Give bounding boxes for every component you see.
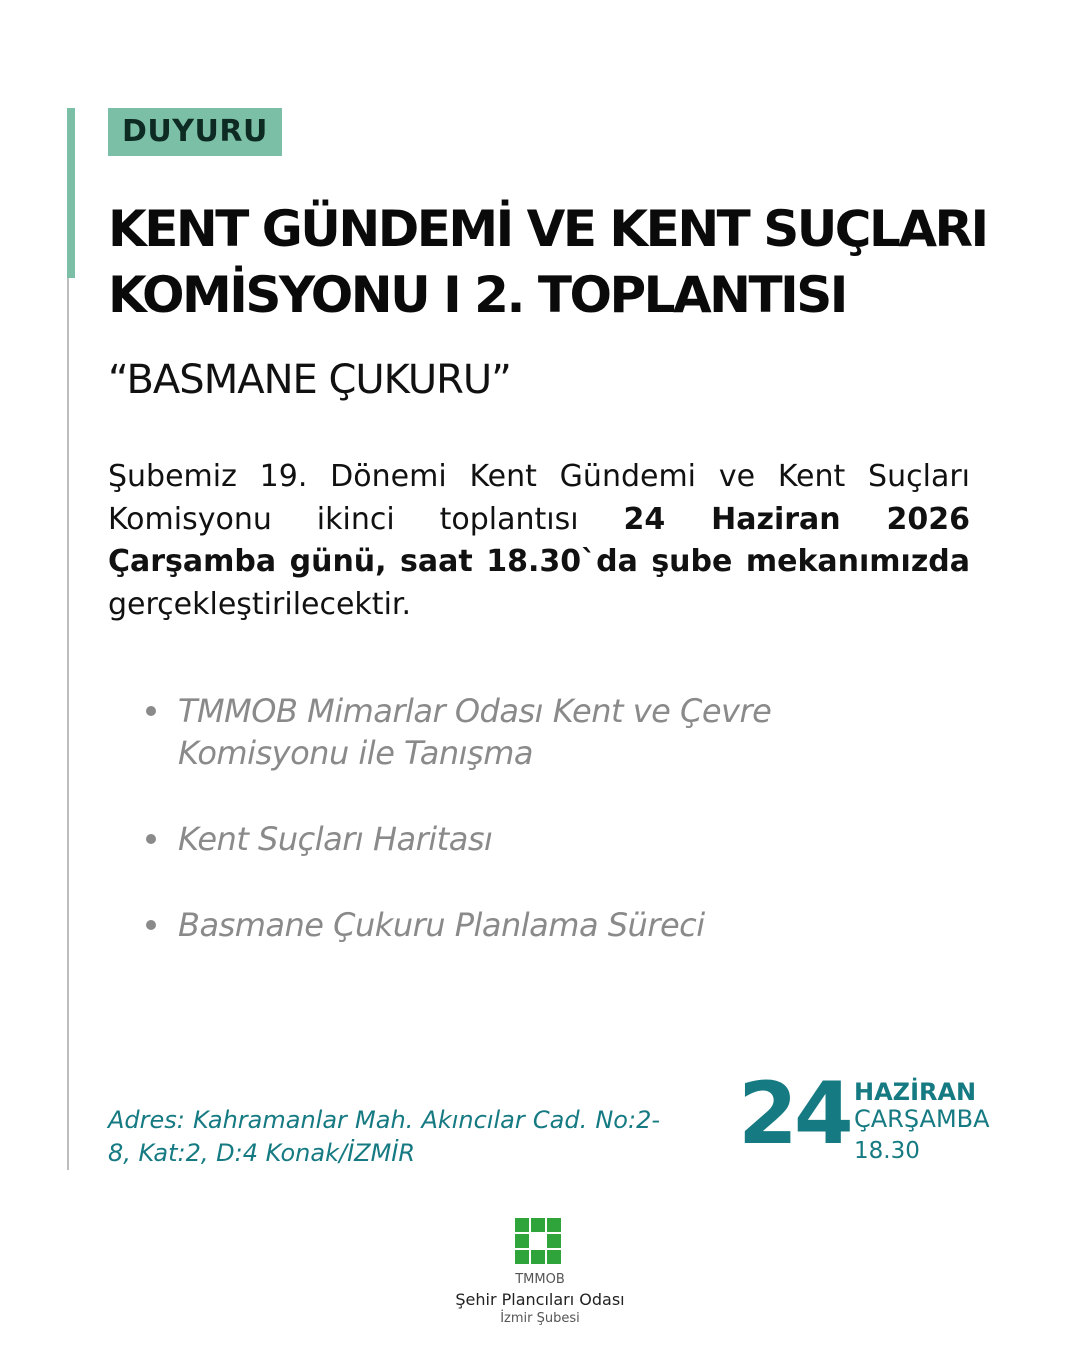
date-day-number: 24 [738,1064,850,1164]
accent-bar [67,108,75,278]
address: Adres: Kahramanlar Mah. Akıncılar Cad. No:2-8, Kat:2, D:4 Konak/İZMİR [108,1106,660,1167]
agenda-item [140,818,900,860]
agenda-item [140,690,900,774]
logo-branch: İzmir Şubesi [500,1311,580,1326]
announcement-tag: DUYURU [108,108,282,156]
date-month: HAZİRAN [854,1078,977,1106]
page-title [108,196,1008,328]
bullet-icon [146,706,156,716]
title-line-1: KENT GÜNDEMİ VE KENT SUÇLARI [108,200,987,258]
title-line-2: KOMİSYONU I 2. TOPLANTISI [108,266,846,324]
square-grid-logo-icon [515,1218,561,1264]
logo-name: Şehir Plancıları Odası [455,1290,625,1309]
date-weekday: ÇARŞAMBA [854,1105,990,1133]
subtitle: “BASMANE ÇUKURU” [108,357,511,403]
agenda-item-text: TMMOB Mimarlar Odası Kent ve Çevre Komisyonu ile Tanışma [178,692,772,772]
body-outro: gerçekleştirilecektir. [108,586,412,622]
date-time: 18.30 [854,1138,920,1164]
side-rule [67,278,69,1170]
agenda-item [140,904,900,946]
agenda-list [140,690,900,946]
bullet-icon [146,920,156,930]
agenda-item-text: Basmane Çukuru Planlama Süreci [178,906,705,944]
agenda-item-text: Kent Suçları Haritası [178,820,493,858]
bullet-icon [146,834,156,844]
body-highlight: 24 Haziran 2026 Çarşamba günü, saat 18.30`da şube mekanımızda [108,501,970,579]
announcement-body [108,456,970,626]
body-intro: Şubemiz 19. Dönemi Kent Gündemi ve Kent Suçları Komisyonu ikinci toplantısı [108,459,970,537]
logo-org: TMMOB [515,1272,565,1287]
